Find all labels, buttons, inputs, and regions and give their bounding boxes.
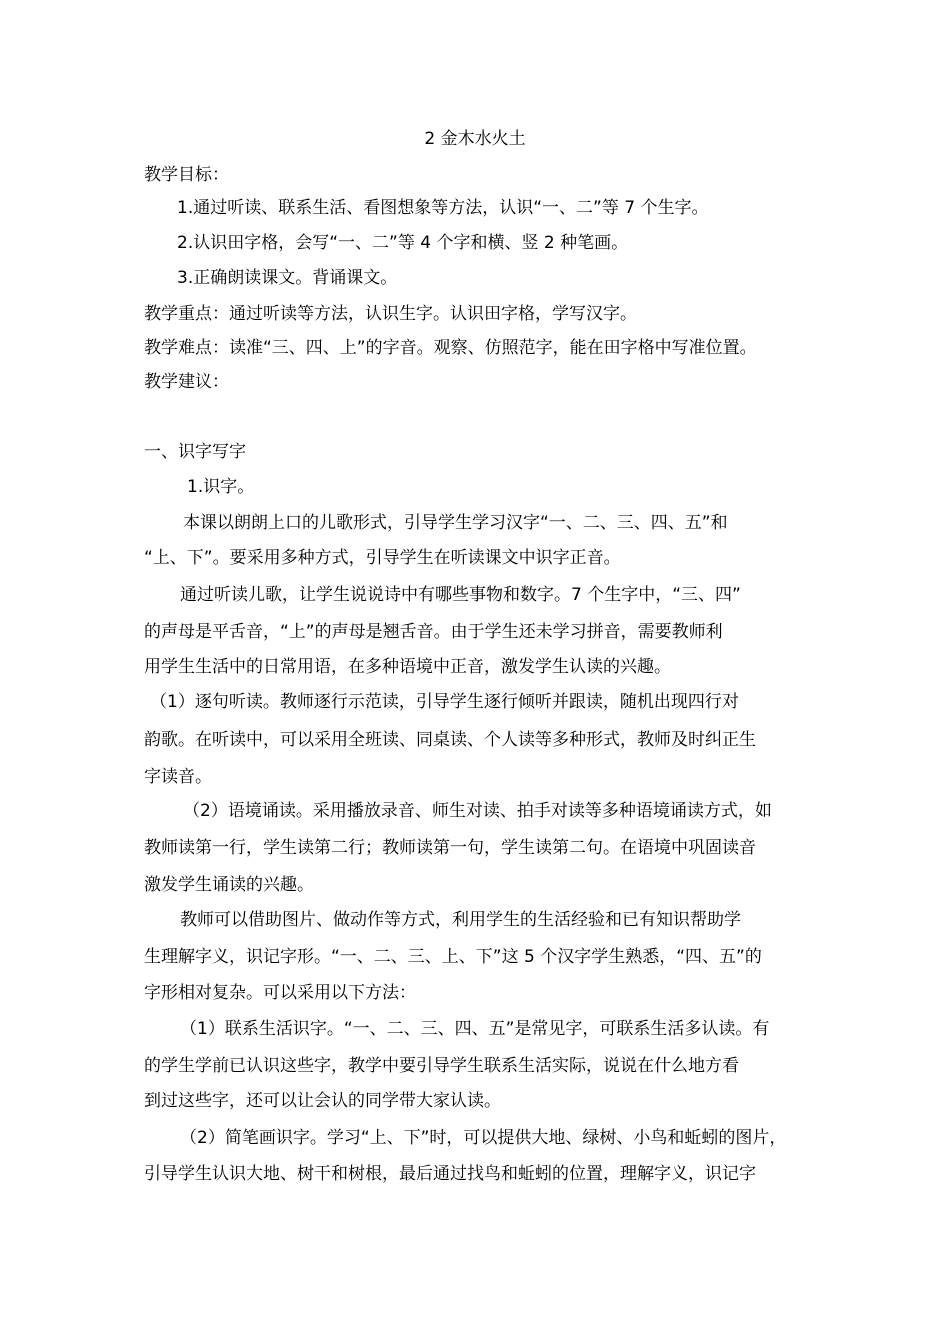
paragraph-line: 教师读第一行，学生读第二行；教师读第一句，学生读第二句。在语境中巩固读音	[144, 838, 756, 858]
paragraph-line: 引导学生认识大地、树干和树根，最后通过找鸟和蚯蚓的位置，理解字义，识记字	[144, 1164, 756, 1184]
paragraph-line: 的学生学前已认识这些字，教学中要引导学生联系生活实际，说说在什么地方看	[144, 1056, 739, 1076]
paragraph-line: 激发学生诵读的兴趣。	[144, 875, 314, 895]
paragraph-line: 通过听读儿歌，让学生说说诗中有哪些事物和数字。7 个生字中，“三、四”	[180, 585, 741, 605]
document-title: 2 金木水火土	[424, 129, 526, 149]
paragraph-line: 字读音。	[144, 767, 212, 787]
paragraph-line: 用学生生活中的日常用语，在多种语境中正音，激发学生认读的兴趣。	[144, 657, 671, 677]
paragraph-line: 本课以朗朗上口的儿歌形式，引导学生学习汉字“一、二、三、四、五”和	[183, 513, 728, 533]
paragraph-line: 韵歌。在听读中，可以采用全班读、同桌读、个人读等多种形式，教师及时纠正生	[144, 730, 756, 750]
heading-teaching-suggestions: 教学建议：	[144, 372, 229, 392]
paragraph-line: （1）联系生活识字。“一、二、三、四、五”是常见字，可联系生活多认读。有	[180, 1019, 770, 1039]
paragraph-line: 的声母是平舌音，“上”的声母是翘舌音。由于学生还未学习拼音，需要教师利	[144, 622, 723, 642]
paragraph-line: （2）语境诵读。采用播放录音、师生对读、拍手对读等多种语境诵读方式，如	[183, 801, 772, 821]
heading-teaching-goals: 教学目标：	[144, 165, 229, 185]
paragraph-line: （2）简笔画识字。学习“上、下”时，可以提供大地、绿树、小鸟和蚯蚓的图片，	[180, 1128, 787, 1148]
subheading-recognize-characters: 1.识字。	[187, 477, 255, 497]
key-points: 教学重点：通过听读等方法，认识生字。认识田字格，学写汉字。	[144, 304, 637, 324]
paragraph-line: 到过这些字，还可以让会认的同学带大家认读。	[144, 1091, 501, 1111]
paragraph-line: 教师可以借助图片、做动作等方式，利用学生的生活经验和已有知识帮助学	[180, 910, 741, 930]
section-heading-literacy: 一、识字写字	[144, 442, 246, 462]
paragraph-line: 生理解字义，识记字形。“一、二、三、上、下”这 5 个汉字学生熟悉，“四、五”的	[144, 947, 762, 967]
paragraph-line: “上、下”。要采用多种方式，引导学生在听读课文中识字正音。	[144, 548, 621, 568]
paragraph-line: （1）逐句听读。教师逐行示范读，引导学生逐行倾听并跟读，随机出现四行对	[150, 692, 739, 712]
goal-item-2: 2.认识田字格，会写“一、二”等 4 个字和横、竖 2 种笔画。	[177, 233, 629, 253]
goal-item-1: 1.通过听读、联系生活、看图想象等方法，认识“一、二”等 7 个生字。	[177, 198, 709, 218]
paragraph-line: 字形相对复杂。可以采用以下方法：	[144, 983, 416, 1003]
goal-item-3: 3.正确朗读课文。背诵课文。	[177, 268, 398, 288]
difficult-points: 教学难点：读准“三、四、上”的字音。观察、仿照范字，能在田字格中写准位置。	[144, 338, 757, 358]
